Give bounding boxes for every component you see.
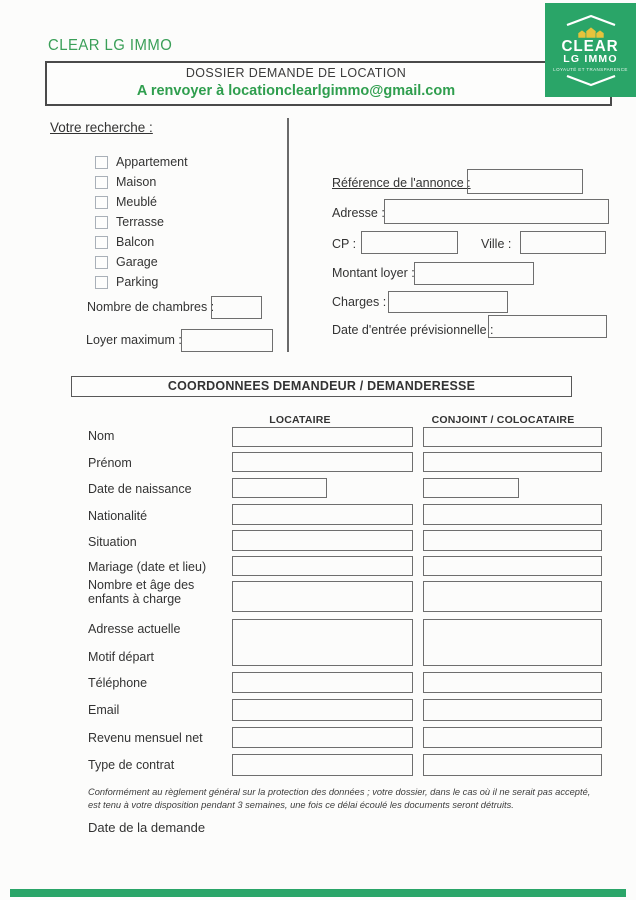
checkbox-balcon[interactable] xyxy=(95,236,108,249)
row-label-enfants: Nombre et âge des enfants à charge xyxy=(88,578,195,607)
max-rent-input[interactable] xyxy=(181,329,273,352)
option-row-meuble xyxy=(95,194,157,210)
logo-text-clear: CLEAR xyxy=(561,37,620,55)
situation-conjoint-input[interactable] xyxy=(423,530,602,551)
date-naissance-conjoint-input[interactable] xyxy=(423,478,519,498)
row-label-situation: Situation xyxy=(88,535,137,549)
checkbox-garage[interactable] xyxy=(95,256,108,269)
row-label-revenu: Revenu mensuel net xyxy=(88,731,203,745)
title-text-block xyxy=(45,66,547,99)
email-conjoint-input[interactable] xyxy=(423,699,602,721)
rent-amount-input[interactable] xyxy=(414,262,534,285)
row-label-date-naissance: Date de naissance xyxy=(88,482,192,496)
mariage-conjoint-input[interactable] xyxy=(423,556,602,576)
row-label-nationalite: Nationalité xyxy=(88,509,148,523)
logo-text-lg-immo: LG IMMO xyxy=(563,52,618,65)
prenom-conjoint-input[interactable] xyxy=(423,452,602,472)
row-label-adresse-actuelle: Adresse actuelle xyxy=(88,622,181,636)
option-row-appartement xyxy=(95,154,188,170)
city-label: Ville : xyxy=(481,237,512,251)
revenu-conjoint-input[interactable] xyxy=(423,727,602,748)
charges-label: Charges : xyxy=(332,295,387,309)
row-label-type-contrat: Type de contrat xyxy=(88,758,175,772)
charges-input[interactable] xyxy=(388,291,508,313)
option-row-maison xyxy=(95,174,156,190)
postal-code-label: CP : xyxy=(332,237,357,251)
chevron-down-icon xyxy=(565,75,617,87)
email-locataire-input[interactable] xyxy=(232,699,413,721)
max-rent-label: Loyer maximum : xyxy=(86,333,182,347)
option-row-balcon xyxy=(95,234,154,250)
row-label-mariage: Mariage (date et lieu) xyxy=(88,560,207,574)
checkbox-label: Balcon xyxy=(116,235,155,249)
checkbox-maison[interactable] xyxy=(95,176,108,189)
telephone-locataire-input[interactable] xyxy=(232,672,413,693)
checkbox-label: Appartement xyxy=(116,155,188,169)
rent-amount-label: Montant loyer : xyxy=(332,266,415,280)
telephone-conjoint-input[interactable] xyxy=(423,672,602,693)
checkbox-terrasse[interactable] xyxy=(95,216,108,229)
option-row-parking xyxy=(95,274,158,290)
column-header-conjoint: CONJOINT / COLOCATAIRE xyxy=(431,414,575,426)
bottom-green-bar xyxy=(10,889,626,897)
document-title: DOSSIER DEMANDE DE LOCATION xyxy=(185,66,407,80)
adresse-motif-conjoint-input[interactable] xyxy=(423,619,602,666)
rooms-count-input[interactable] xyxy=(211,296,262,319)
checkbox-label: Terrasse xyxy=(116,215,164,229)
checkbox-parking[interactable] xyxy=(95,276,108,289)
address-label: Adresse : xyxy=(332,206,385,220)
date-demande-label: Date de la demande xyxy=(88,820,206,835)
row-label-email: Email xyxy=(88,703,120,717)
mariage-locataire-input[interactable] xyxy=(232,556,413,576)
type-contrat-locataire-input[interactable] xyxy=(232,754,413,776)
postal-code-input[interactable] xyxy=(361,231,458,254)
coordonnees-section-title: COORDONNEES DEMANDEUR / DEMANDERESSE xyxy=(71,376,572,397)
chevron-up-icon xyxy=(565,14,617,26)
situation-locataire-input[interactable] xyxy=(232,530,413,551)
search-section-heading: Votre recherche : xyxy=(50,120,153,135)
checkbox-label: Parking xyxy=(116,275,159,289)
row-label-prenom: Prénom xyxy=(88,456,132,470)
type-contrat-conjoint-input[interactable] xyxy=(423,754,602,776)
row-label-telephone: Téléphone xyxy=(88,676,148,690)
nationalite-locataire-input[interactable] xyxy=(232,504,413,525)
checkbox-label: Meublé xyxy=(116,195,157,209)
rgpd-notice: Conformément au règlement général sur la protection des données ; votre dossier, dans le cas où il ne serait pas accepté, est tenu à votre disposition pendant 3 semaines, une fois ce délai écoulé les documents seront détruits. xyxy=(88,787,591,811)
option-row-garage xyxy=(95,254,158,270)
prenom-locataire-input[interactable] xyxy=(232,452,413,472)
checkbox-appartement[interactable] xyxy=(95,156,108,169)
brand-header: CLEAR LG IMMO xyxy=(48,37,173,54)
checkbox-label: Maison xyxy=(116,175,157,189)
rooms-count-label: Nombre de chambres : xyxy=(87,300,215,314)
adresse-motif-locataire-input[interactable] xyxy=(232,619,413,666)
logo-tagline: LOYAUTÉ ET TRANSPARENCE xyxy=(553,66,628,72)
nom-locataire-input[interactable] xyxy=(232,427,413,447)
enfants-conjoint-input[interactable] xyxy=(423,581,602,612)
company-logo xyxy=(545,3,636,97)
address-input[interactable] xyxy=(384,199,609,224)
date-naissance-locataire-input[interactable] xyxy=(232,478,327,498)
city-input[interactable] xyxy=(520,231,606,254)
checkbox-meuble[interactable] xyxy=(95,196,108,209)
entry-date-label: Date d'entrée prévisionnelle : xyxy=(332,323,494,337)
column-divider-line xyxy=(287,118,289,352)
revenu-locataire-input[interactable] xyxy=(232,727,413,748)
checkbox-label: Garage xyxy=(116,255,158,269)
nom-conjoint-input[interactable] xyxy=(423,427,602,447)
entry-date-input[interactable] xyxy=(488,315,607,338)
document-subtitle-email: A renvoyer à locationclearlgimmo@gmail.com xyxy=(136,83,456,99)
column-header-locataire: LOCATAIRE xyxy=(269,414,331,426)
row-label-motif-depart: Motif départ xyxy=(88,650,155,664)
option-row-terrasse xyxy=(95,214,164,230)
row-label-nom: Nom xyxy=(88,429,115,443)
nationalite-conjoint-input[interactable] xyxy=(423,504,602,525)
reference-label: Référence de l'annonce : xyxy=(332,176,471,190)
enfants-locataire-input[interactable] xyxy=(232,581,413,612)
reference-input[interactable] xyxy=(467,169,583,194)
